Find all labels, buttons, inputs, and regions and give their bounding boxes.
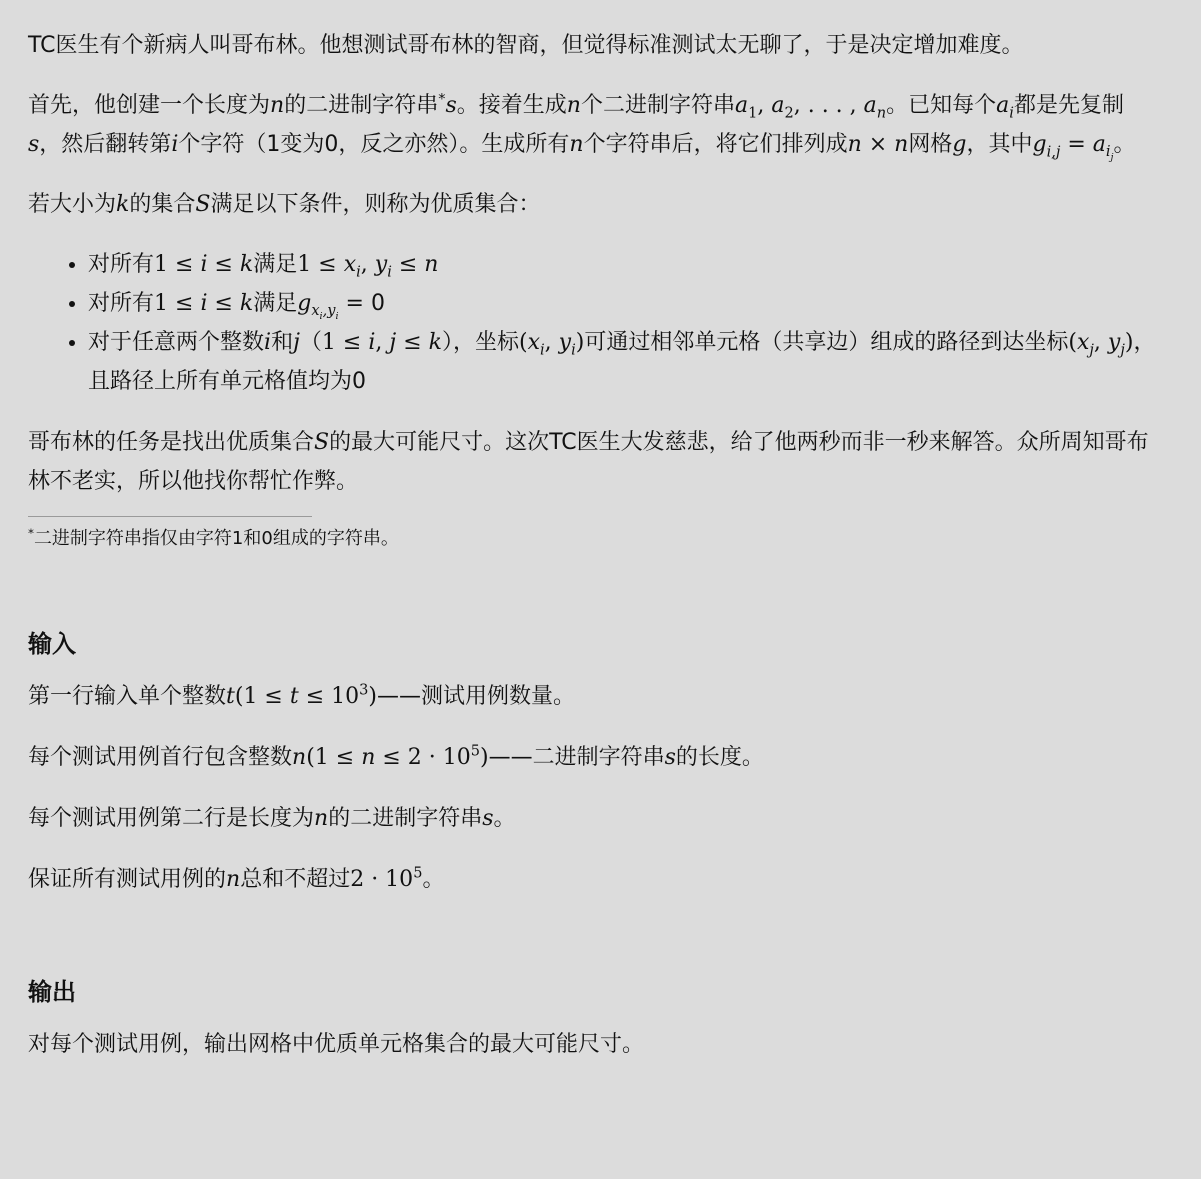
text-fragment: 第一行输入单个整数 <box>28 684 227 709</box>
intro-paragraph <box>28 26 1157 65</box>
text-fragment: ）。生成所有 <box>448 132 570 157</box>
text-fragment: 1变为0，反之亦然 <box>266 132 449 157</box>
math-n: n <box>226 867 241 892</box>
text-fragment: ，且路径上所有单元格值均为0 <box>88 330 1156 394</box>
construction-paragraph: 首先，他创建一个长度为n的二进制字符串*s。接着生成n个二进制字符串$a_1$, $a_2$, . . . , $a_n$。已知每个$a_i$都是先复制s，然后翻转第i个字符（1变为0，反之亦然）。生成所有n个字符串后，将它们排列成n × n网格g，其中$g_{i,j} = a_{i_j}$。 <box>28 91 1136 164</box>
math-s: s <box>28 132 40 157</box>
text-fragment: 的二进制字符串 <box>284 93 439 118</box>
text-fragment: 的长度。 <box>675 745 764 770</box>
math-s: s <box>482 806 494 831</box>
text-fragment: 满足 <box>253 252 298 277</box>
footnote-mark: * <box>28 526 34 540</box>
input-line-4 <box>28 860 1157 899</box>
math-n-range: $n(1 \le n \le 2 \cdot 10^5)$ <box>292 743 489 770</box>
text-fragment: 的二进制字符串 <box>328 806 483 831</box>
text-fragment: 可通过相邻单元格（共享边）组成的路径到达坐标 <box>584 330 1069 355</box>
math-g-ij-equals-a-ij: $g_{i,j} = a_{i_j}$ <box>1032 132 1114 164</box>
text-fragment: ），坐标 <box>441 330 519 355</box>
condition-item <box>88 284 1157 323</box>
math-n: n <box>569 132 584 157</box>
math-coord-i: ($x_i$, $y_i$) <box>519 330 585 359</box>
text-fragment: 个二进制字符串 <box>580 93 735 118</box>
math-range-i: 1 ≤ i ≤ k <box>154 291 254 316</box>
math-i: i <box>171 132 179 157</box>
input-heading: 输入 <box>28 630 76 658</box>
math-j: j <box>293 330 300 355</box>
text-fragment: 总和不超过 <box>240 867 351 892</box>
output-text: 对每个测试用例，输出网格中优质单元格集合的最大可能尺寸。 <box>28 1032 645 1057</box>
math-g-xy-zero: $g_{x_i,y_i}$ = <box>297 291 371 323</box>
input-line-2 <box>28 738 1157 777</box>
output-heading: 输出 <box>28 978 76 1006</box>
math-n: n <box>566 93 581 118</box>
input-line-3 <box>28 799 1157 838</box>
text-fragment: 对所有 <box>88 291 155 316</box>
footnote-text: 二进制字符串指仅由字符1和0组成的字符串。 <box>33 528 399 549</box>
text-fragment: 保证所有测试用例的 <box>28 867 227 892</box>
text-fragment: 。 <box>493 806 516 831</box>
math-n: n <box>314 806 329 831</box>
text-fragment: 和 <box>271 330 294 355</box>
text-fragment: 哥布林的任务是找出优质集合 <box>28 430 315 455</box>
text-fragment: 若大小为 <box>28 192 117 217</box>
math-i: i <box>264 330 272 355</box>
text-fragment: 每个测试用例首行包含整数 <box>28 745 293 770</box>
math-range-xy: $1 \le x_i$, $y_i \le n$ <box>297 252 439 281</box>
math-s: s <box>445 93 457 118</box>
math-s: s <box>664 745 676 770</box>
text-fragment: 首先，他创建一个长度为 <box>28 93 271 118</box>
text-fragment: 。 <box>1113 132 1136 157</box>
conditions-list <box>28 245 1157 401</box>
text-fragment: 。接着生成 <box>456 93 567 118</box>
math-ai: $a_i$ <box>996 93 1014 122</box>
footnote-divider <box>28 516 312 517</box>
math-S: S <box>195 192 211 217</box>
definition-paragraph <box>28 185 1157 224</box>
text-fragment: 的最大可能尺寸。这次TC医生大发慈悲，给了他两秒而非一秒来解答。众所周知哥布林不老实，所以他找你帮忙作弊。 <box>28 430 1149 494</box>
condition-item <box>88 323 1157 401</box>
math-n-sum-limit: $2 \cdot 10^5$ <box>350 865 423 892</box>
math-n: n <box>270 93 285 118</box>
text-fragment: （ <box>299 330 322 355</box>
text-fragment: 的集合 <box>129 192 196 217</box>
task-paragraph <box>28 423 1157 501</box>
text-fragment: 满足以下条件，则称为优质集合： <box>210 192 541 217</box>
input-line-1 <box>28 677 1157 716</box>
text-fragment: 个字符串后，将它们排列成 <box>583 132 848 157</box>
text-fragment: 对所有 <box>88 252 155 277</box>
intro-text: TC医生有个新病人叫哥布林。他想测试哥布林的智商，但觉得标准测试太无聊了，于是决定增加难度。 <box>28 33 1024 58</box>
text-fragment: 满足 <box>253 291 298 316</box>
text-fragment: ——测试用例数量。 <box>376 684 575 709</box>
text-fragment: 。 <box>422 867 445 892</box>
text-fragment: 网格 <box>908 132 953 157</box>
text-fragment: ，然后翻转第 <box>39 132 172 157</box>
text-fragment: 个字符（ <box>178 132 267 157</box>
text-fragment: 每个测试用例第二行是长度为 <box>28 806 315 831</box>
math-t-range: $t(1 \le t \le 10^3)$ <box>226 682 377 709</box>
math-n-times-n: n × n <box>847 132 909 157</box>
text-fragment: 。已知每个 <box>886 93 997 118</box>
text-fragment: 都是先复制 <box>1013 93 1124 118</box>
math-g: g <box>952 132 967 157</box>
math-k: k <box>116 192 130 217</box>
math-range-i: 1 ≤ i ≤ k <box>154 252 254 277</box>
math-a-sequence: $a_1$, $a_2$, . . . , $a_n$ <box>734 93 887 122</box>
text-fragment: ——二进制字符串 <box>488 745 665 770</box>
condition-item <box>88 245 1157 284</box>
text-fragment: 对于任意两个整数 <box>88 330 265 355</box>
math-coord-j: ($x_j$, $y_j$) <box>1068 330 1134 359</box>
math-S: S <box>314 430 330 455</box>
text-fragment: ，其中 <box>966 132 1033 157</box>
math-range-ij: 1 ≤ i, j ≤ k <box>321 330 442 355</box>
footnote <box>28 527 1157 551</box>
zero-value: 0 <box>370 291 385 316</box>
